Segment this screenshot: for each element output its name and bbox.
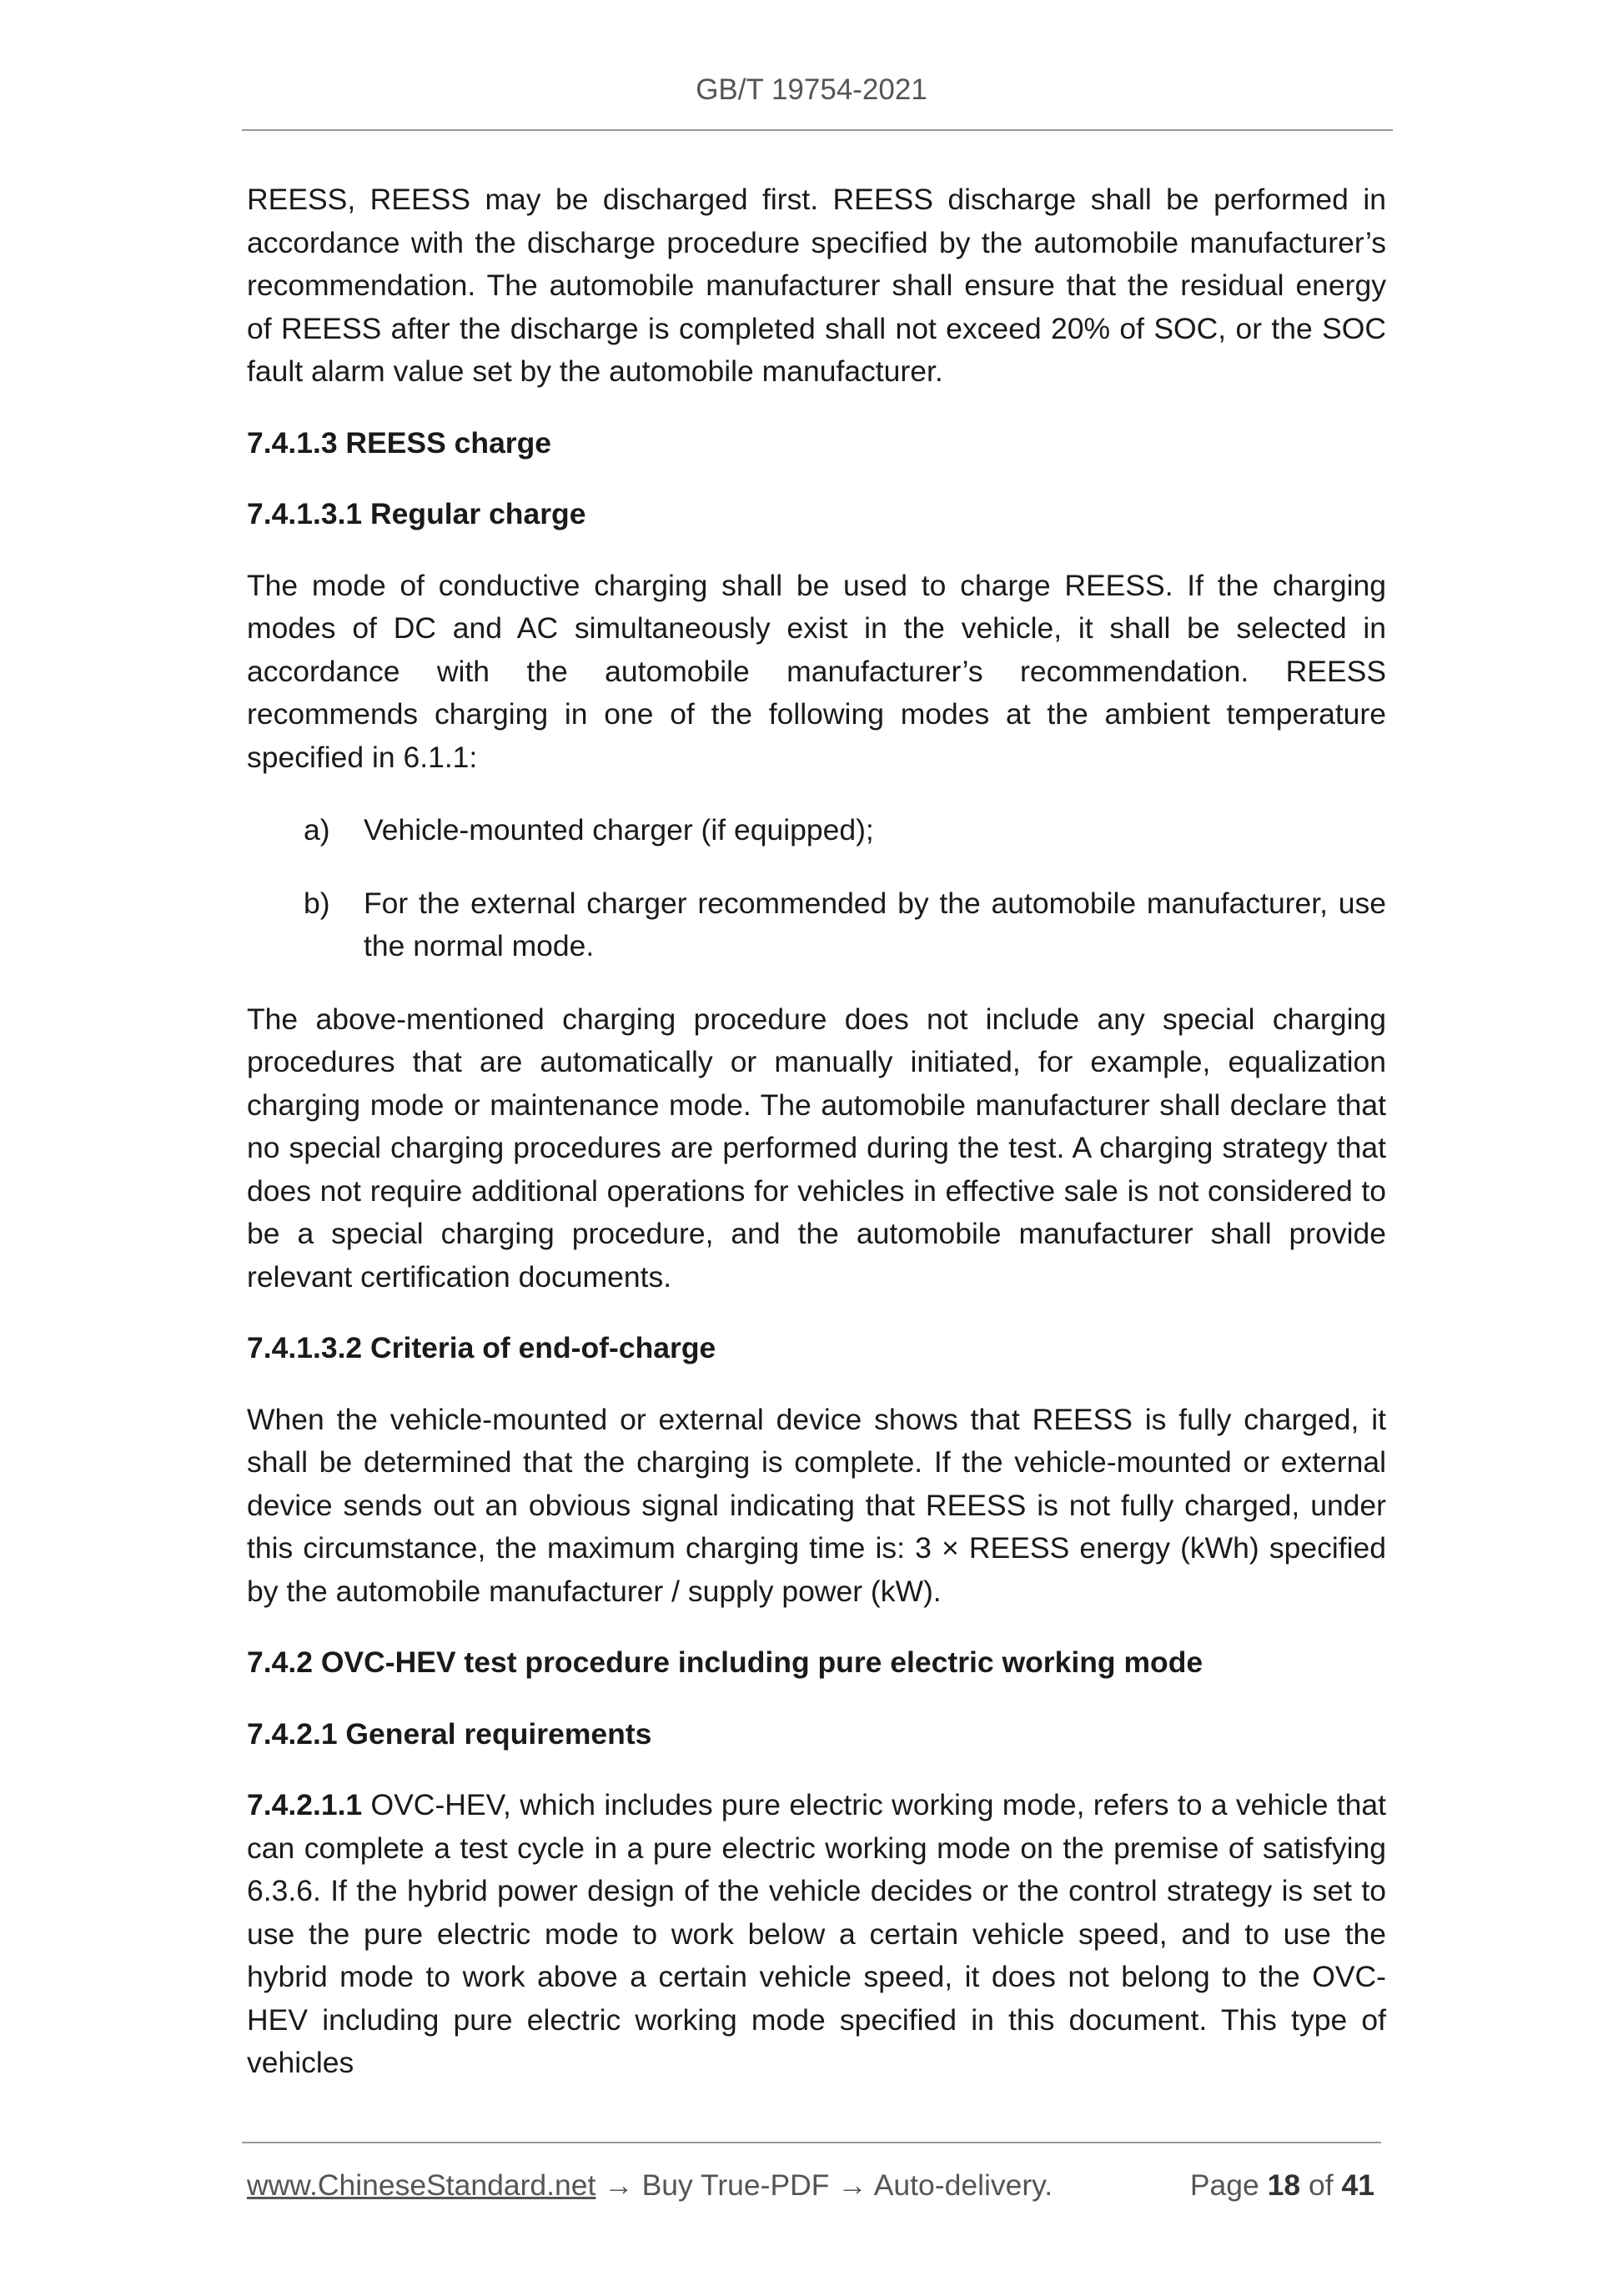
- document-code: GB/T 19754-2021: [696, 73, 927, 106]
- header-divider: [242, 129, 1393, 131]
- heading-7-4-2-1: 7.4.2.1 General requirements: [247, 1716, 652, 1751]
- website-link[interactable]: www.ChineseStandard.net: [247, 2168, 596, 2202]
- page-number: [1190, 2164, 1374, 2206]
- list-text-b: For the external charger recommended by the automobile manufacturer, use the normal mode.: [364, 886, 1386, 962]
- footer-tagline: → Buy True-PDF → Auto-delivery.: [595, 2168, 1053, 2202]
- paragraph-end-of-charge: When the vehicle-mounted or external device shows that REESS is fully charged, it shall be determined that the charging is complete. If the vehicle-mounted or external device sends out an obvious signal indicating that REESS is not fully charged, under this circumstance, the maximum charging time is: 3 × REESS energy (kWh) specified by the automobile manufacturer / supply power (kW).: [247, 1402, 1386, 1608]
- page-total: 41: [1341, 2168, 1374, 2202]
- list-label-b: b): [304, 886, 330, 920]
- list-item-a: [247, 809, 1386, 852]
- clause-text: OVC-HEV, which includes pure electric working mode, refers to a vehicle that can complete a test cycle in a pure electric working mode on the premise of satisfying 6.3.6. If the hybrid power design of the vehicle decides or the control strategy is set to use the pure electric mode to work below a certain vehicle speed, and to use the hybrid mode to work above a certain vehicle speed, it does not belong to the OVC-HEV including pure electric working mode specified in this document. This type of vehicles: [247, 1788, 1386, 2079]
- heading-7-4-1-3: 7.4.1.3 REESS charge: [247, 425, 552, 460]
- list-item-b: [247, 882, 1386, 968]
- paragraph-7-4-2-1-1: [247, 1784, 1386, 2085]
- heading-7-4-1-3-2: 7.4.1.3.2 Criteria of end-of-charge: [247, 1331, 716, 1364]
- page-current: 18: [1267, 2168, 1301, 2202]
- list-label-a: a): [304, 813, 330, 847]
- paragraph-charging-procedure: The above-mentioned charging procedure does not include any special charging procedures that are automatically or manually initiated, for example, equalization charging mode or maintenance mode. The automobile manufacturer shall declare that no special charging procedures are performed during the test. A charging strategy that does not require additional operations for vehicles in effective sale is not considered to be a special charging procedure, and the automobile manufacturer shall provide relevant certification documents.: [247, 1002, 1386, 1294]
- list-text-a: Vehicle-mounted charger (if equipped);: [364, 813, 874, 847]
- document-body: [247, 178, 1386, 2085]
- page-footer: [247, 2164, 1381, 2206]
- page-of: of: [1309, 2168, 1334, 2202]
- page-label: Page: [1189, 2168, 1259, 2202]
- heading-7-4-1-3-1: 7.4.1.3.1 Regular charge: [247, 497, 586, 530]
- clause-number: 7.4.2.1.1: [247, 1788, 363, 1821]
- heading-7-4-2: 7.4.2 OVC-HEV test procedure including pure electric working mode: [247, 1645, 1203, 1679]
- footer-divider: [242, 2142, 1381, 2143]
- paragraph-regular-charge: The mode of conductive charging shall be used to charge REESS. If the charging modes of DC and AC simultaneously exist in the vehicle, it shall be selected in accordance with the automobile manufacturer’s recommendation. REESS recommends charging in one of the following modes at the ambient temperature specified in 6.1.1:: [247, 568, 1386, 774]
- paragraph-reess-discharge: REESS, REESS may be discharged first. REESS discharge shall be performed in accordance with the discharge procedure specified by the automobile manufacturer’s recommendation. The automobile manufacturer shall ensure that the residual energy of REESS after the discharge is completed shall not exceed 20% of SOC, or the SOC fault alarm value set by the automobile manufacturer.: [247, 183, 1386, 388]
